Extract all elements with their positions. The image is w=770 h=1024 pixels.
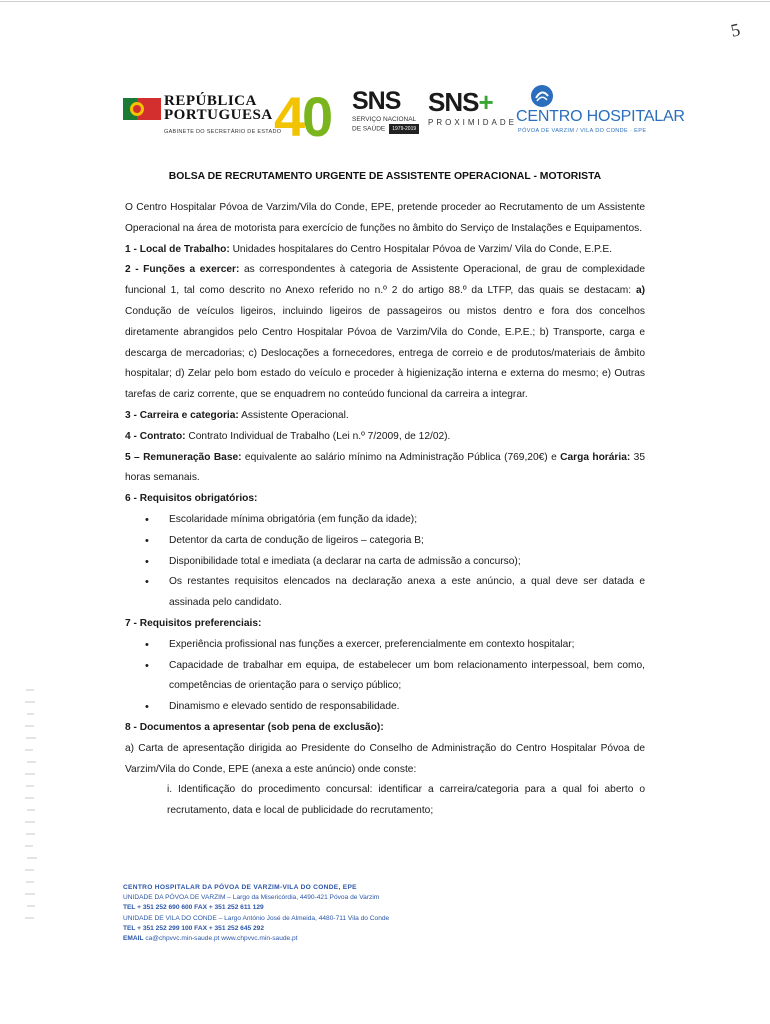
section-2-text1: as correspondentes à categoria de Assistente Operacional, de grau de complexidade funcional 1, tal como descrito no Anexo referido no n.º 2 do artigo 88.º da LTFP, das quais se destacam: [125, 264, 645, 297]
section-5 [125, 448, 645, 490]
list-item: • Capacidade de trabalhar em equipa, de estabelecer um bom relacionamento interpessoal, bem como, competências de orientação para o serviço público; [125, 656, 645, 698]
section-5-label: 5 – Remuneração Base: [125, 451, 242, 463]
footer-email-label: EMAIL [123, 935, 144, 943]
section-7-label: 7 - Requisitos preferenciais: [125, 617, 262, 629]
sns-anniversary-tag: 1979-2019 [389, 124, 419, 134]
section-7-list [125, 635, 645, 718]
centro-hospitalar-subtitle: PÓVOA DE VARZIM / VILA DO CONDE · EPE [518, 128, 647, 134]
section-3 [125, 406, 645, 427]
section-7-heading [125, 614, 645, 635]
forty-years-logo-icon [272, 88, 342, 140]
header-logos [0, 82, 770, 144]
section-8-label: 8 - Documentos a apresentar (sob pena de exclusão): [125, 721, 384, 733]
section-1-text: Unidades hospitalares do Centro Hospitalar Póvoa de Varzim/ Vila do Conde, E.P.E. [229, 243, 612, 255]
section-5-label2: Carga horária: [560, 451, 631, 463]
republica-portuguesa-emblem-icon [123, 94, 163, 122]
section-8-heading [125, 718, 645, 739]
republica-line1: REPÚBLICA [164, 93, 257, 109]
section-4-text: Contrato Individual de Trabalho (Lei n.º 7/2009, de 12/02). [185, 430, 451, 442]
section-6-heading [125, 489, 645, 510]
sns-subtitle-line2: DE SAÚDE [352, 125, 386, 133]
svg-text:0: 0 [302, 88, 334, 140]
section-3-label: 3 - Carreira e categoria: [125, 409, 239, 421]
sns-logo-subtitle [352, 116, 419, 134]
page-number-handwritten: 5 [728, 19, 742, 41]
republica-portuguesa-logo [164, 94, 273, 122]
section-2 [125, 260, 645, 406]
document-body [125, 198, 645, 822]
section-2-text2: Condução de veículos ligeiros, incluindo ligeiros de passageiros ou mistos dentro e fora dos concelhos diretamente abrangidos pelo Centro Hospitalar Póvoa de Varzim/Vila do Conde, E.P.E.; b) Transporte, carga e descarga de mercadorias; c) Deslocações a fornecedores, entrega de correio e de produtos/materiais de âmbito hospitalar; d) Zelar pelo bom estado do veículo e proceder à higienização interna e externa do mesmo; e) Outras tarefas de cariz corrente, que se enquadrem no conteúdo funcional da carreira a integrar. [125, 305, 645, 401]
footer-email: ca@chpvvc.min-saude.pt www.chpvvc.min-saude.pt [143, 935, 298, 943]
section-5-text2: 35 horas semanais. [125, 451, 645, 484]
list-item: • Escolaridade mínima obrigatória (em função da idade); [125, 510, 645, 531]
footer-line2: TEL + 351 252 690 600 FAX + 351 252 611 129 [123, 904, 264, 912]
list-item: • Experiência profissional nas funções a exercer, preferencialmente em contexto hospitalar; [125, 635, 645, 656]
section-3-text: Assistente Operacional. [238, 409, 349, 421]
footer-title: CENTRO HOSPITALAR DA PÓVOA DE VARZIM-VILA DO CONDE, EPE [123, 884, 357, 891]
intro-paragraph: O Centro Hospitalar Póvoa de Varzim/Vila do Conde, EPE, pretende proceder ao Recrutamento de um Assistente Operacional na área de motorista para exercício de funções no âmbito do Serviço de Instalações e Equipamentos. [125, 202, 645, 234]
list-item: • Disponibilidade total e imediata (a declarar na carta de admissão a concurso); [125, 552, 645, 573]
sns-logo [352, 89, 419, 134]
footer-line3: UNIDADE DE VILA DO CONDE – Largo António José de Almeida, 4480-711 Vila do Conde [123, 914, 390, 922]
centro-hospitalar-emblem-icon [530, 84, 554, 108]
section-8-a: a) Carta de apresentação dirigida ao Presidente do Conselho de Administração do Centro Hospitalar Póvoa de Varzim/Vila do Conde, EPE (anexa a este anúncio) onde conste: [125, 742, 645, 775]
republica-line2: PORTUGUESA [164, 107, 273, 123]
section-2-label: 2 - Funções a exercer: [125, 264, 240, 276]
proximidade-label: PROXIMIDADE [428, 118, 518, 127]
section-6-label: 6 - Requisitos obrigatórios: [125, 493, 258, 505]
section-1-label: 1 - Local de Trabalho: [125, 243, 230, 255]
sns-subtitle-line1: SERVIÇO NACIONAL [352, 116, 417, 123]
footer-contacts [123, 883, 389, 944]
sns-logo-text: SNS [352, 87, 401, 115]
section-5-text1: equivalente ao salário mínimo na Administração Pública (769,20€) e [241, 451, 561, 463]
sns-proximidade-text: SNS [428, 87, 479, 117]
vertical-stamp-marks [20, 680, 42, 930]
page-edge-line [0, 1, 770, 2]
section-8-a-i: i. Identificação do procedimento concursal: identificar a carreira/categoria para a qual foi aberto o recrutamento, data e local de publicidade do recrutamento; [167, 784, 645, 817]
section-6-list [125, 510, 645, 614]
centro-hospitalar-name: CENTRO HOSPITALAR [516, 108, 685, 125]
sns-proximidade-logo [428, 89, 517, 127]
list-item: • Detentor da carta de condução de ligeiros – categoria B; [125, 531, 645, 552]
document-title: BOLSA DE RECRUTAMENTO URGENTE DE ASSISTENTE OPERACIONAL - MOTORISTA [168, 171, 602, 182]
list-item: • Dinamismo e elevado sentido de responsabilidade. [125, 697, 645, 718]
section-4-label: 4 - Contrato: [125, 430, 186, 442]
section-4 [125, 427, 645, 448]
svg-text:4: 4 [274, 88, 300, 140]
list-item: • Os restantes requisitos elencados na declaração anexa a este anúncio, a qual deve ser datada e assinada pelo candidato. [125, 572, 645, 614]
plus-icon: + [478, 87, 493, 117]
footer-line4: TEL + 351 252 299 100 FAX + 351 252 645 292 [123, 924, 265, 932]
section-1 [125, 240, 645, 261]
section-2-a-label: a) [635, 285, 645, 297]
footer-line1: UNIDADE DA PÓVOA DE VARZIM – Largo da Misericórdia, 4490-421 Póvoa de Varzim [123, 894, 380, 902]
republica-subtitle: GABINETE DO SECRETÁRIO DE ESTADO [164, 129, 282, 135]
